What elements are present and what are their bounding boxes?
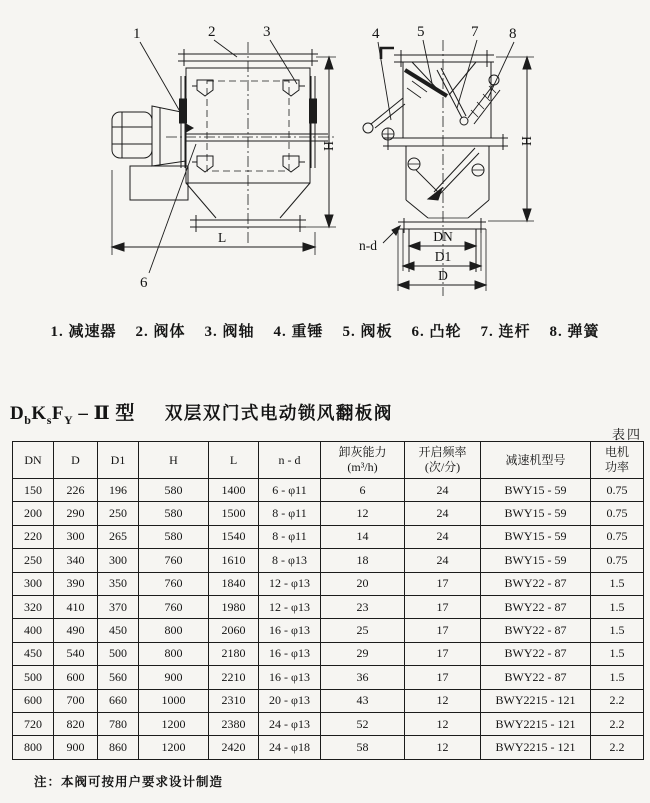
table-cell: 720 xyxy=(13,712,54,735)
table-cell: 660 xyxy=(98,689,139,712)
table-cell: 500 xyxy=(98,642,139,665)
table-row xyxy=(13,619,644,642)
callout-1: 1 xyxy=(133,26,141,42)
table-cell: 800 xyxy=(139,619,209,642)
table-cell: 220 xyxy=(13,525,54,548)
table-cell: 1.5 xyxy=(591,619,644,642)
table-header-row xyxy=(13,442,644,479)
table-cell: 800 xyxy=(139,642,209,665)
table-cell: 8 - φ11 xyxy=(259,502,321,525)
table-header-cell: 减速机型号 xyxy=(481,442,591,479)
table-cell: 24 - φ13 xyxy=(259,712,321,735)
table-cell: 1500 xyxy=(209,502,259,525)
table-cell: 20 xyxy=(321,572,405,595)
table-cell: 200 xyxy=(13,502,54,525)
table-cell: 760 xyxy=(139,595,209,618)
part-item: 6. 凸轮 xyxy=(411,324,462,340)
table-cell: 1400 xyxy=(209,479,259,502)
table-cell: 12 xyxy=(405,689,481,712)
table-cell: 600 xyxy=(13,689,54,712)
table-cell: 36 xyxy=(321,666,405,689)
table-cell: 560 xyxy=(98,666,139,689)
table-cell: 16 - φ13 xyxy=(259,642,321,665)
dim-label-L: L xyxy=(218,230,227,245)
table-cell: 2.2 xyxy=(591,712,644,735)
table-cell: 1.5 xyxy=(591,666,644,689)
dim-label-n-d: n-d xyxy=(359,238,377,253)
table-cell: 12 xyxy=(321,502,405,525)
table-row xyxy=(13,549,644,572)
table-header-cell: 卸灰能力 (m³/h) xyxy=(321,442,405,479)
table-cell: 2420 xyxy=(209,736,259,759)
table-cell: 24 xyxy=(405,525,481,548)
dim-label-DN: DN xyxy=(433,229,453,244)
table-cell: BWY2215 - 121 xyxy=(481,689,591,712)
parts-legend xyxy=(0,320,650,341)
table-header-cell: DN xyxy=(13,442,54,479)
table-cell: 490 xyxy=(54,619,98,642)
table-cell: 320 xyxy=(13,595,54,618)
table-cell: 900 xyxy=(139,666,209,689)
table-number: 表四 xyxy=(611,427,642,442)
table-cell: BWY15 - 59 xyxy=(481,479,591,502)
table-cell: 1840 xyxy=(209,572,259,595)
table-cell: 16 - φ13 xyxy=(259,619,321,642)
table-cell: 2.2 xyxy=(591,736,644,759)
table-row xyxy=(13,502,644,525)
table-cell: 800 xyxy=(13,736,54,759)
table-cell: 226 xyxy=(54,479,98,502)
table-cell: 52 xyxy=(321,712,405,735)
table-cell: 8 - φ13 xyxy=(259,549,321,572)
table-cell: 1540 xyxy=(209,525,259,548)
table-cell: BWY2215 - 121 xyxy=(481,736,591,759)
table-cell: 300 xyxy=(13,572,54,595)
table-cell: 450 xyxy=(13,642,54,665)
table-cell: 150 xyxy=(13,479,54,502)
table-cell: 0.75 xyxy=(591,525,644,548)
table-cell: 700 xyxy=(54,689,98,712)
table-cell: 1.5 xyxy=(591,642,644,665)
table-cell: BWY22 - 87 xyxy=(481,572,591,595)
table-header-cell: H xyxy=(139,442,209,479)
table-cell: 290 xyxy=(54,502,98,525)
spec-table xyxy=(12,441,644,760)
model-char: F xyxy=(51,403,64,424)
table-cell: 1.5 xyxy=(591,595,644,618)
table-cell: 17 xyxy=(405,666,481,689)
table-cell: 450 xyxy=(98,619,139,642)
table-cell: 340 xyxy=(54,549,98,572)
table-cell: 580 xyxy=(139,479,209,502)
table-cell: BWY15 - 59 xyxy=(481,502,591,525)
table-cell: 0.75 xyxy=(591,549,644,572)
table-cell: 370 xyxy=(98,595,139,618)
table-cell: 18 xyxy=(321,549,405,572)
table-cell: 2180 xyxy=(209,642,259,665)
callout-6: 6 xyxy=(140,275,148,291)
table-row xyxy=(13,572,644,595)
table-cell: 1000 xyxy=(139,689,209,712)
model-subscript: Y xyxy=(63,412,74,427)
table-cell: 25 xyxy=(321,619,405,642)
table-cell: 760 xyxy=(139,572,209,595)
table-cell: 300 xyxy=(98,549,139,572)
table-cell: 2060 xyxy=(209,619,259,642)
table-row xyxy=(13,689,644,712)
table-cell: 12 xyxy=(405,736,481,759)
table-cell: 17 xyxy=(405,642,481,665)
part-item: 5. 阀板 xyxy=(342,324,393,340)
table-cell: 350 xyxy=(98,572,139,595)
table-cell: 1200 xyxy=(139,736,209,759)
table-header-cell: L xyxy=(209,442,259,479)
table-cell: 265 xyxy=(98,525,139,548)
table-cell: 250 xyxy=(98,502,139,525)
table-cell: 6 - φ11 xyxy=(259,479,321,502)
table-cell: BWY2215 - 121 xyxy=(481,712,591,735)
table-cell: 300 xyxy=(54,525,98,548)
table-cell: 900 xyxy=(54,736,98,759)
table-cell: 0.75 xyxy=(591,479,644,502)
table-cell: 2.2 xyxy=(591,689,644,712)
model-subscript: s xyxy=(46,412,52,427)
part-item: 4. 重锤 xyxy=(273,324,324,340)
table-cell: 1200 xyxy=(139,712,209,735)
product-name: 双层双门式电动锁风翻板阀 xyxy=(164,403,393,423)
table-cell: BWY15 - 59 xyxy=(481,549,591,572)
table-row xyxy=(13,525,644,548)
callout-2: 2 xyxy=(208,24,216,40)
table-cell: 0.75 xyxy=(591,502,644,525)
table-header-cell: n - d xyxy=(259,442,321,479)
table-cell: 860 xyxy=(98,736,139,759)
table-header-cell: D1 xyxy=(98,442,139,479)
table-cell: BWY22 - 87 xyxy=(481,642,591,665)
part-item: 7. 连杆 xyxy=(480,324,531,340)
dim-label-H-right: H xyxy=(519,136,534,146)
dim-label-D1: D1 xyxy=(434,249,452,264)
table-cell: 1980 xyxy=(209,595,259,618)
table-cell: BWY22 - 87 xyxy=(481,619,591,642)
technical-drawing xyxy=(0,0,650,312)
table-cell: BWY22 - 87 xyxy=(481,666,591,689)
table-cell: 500 xyxy=(13,666,54,689)
callout-3: 3 xyxy=(263,24,271,40)
table-row xyxy=(13,642,644,665)
note: 注：本阀可按用户要求设计制造 xyxy=(34,775,224,789)
table-cell: 14 xyxy=(321,525,405,548)
table-cell: 2310 xyxy=(209,689,259,712)
part-item: 8. 弹簧 xyxy=(549,324,600,340)
table-cell: 390 xyxy=(54,572,98,595)
model-type-suffix: – Ⅱ 型 xyxy=(73,403,135,424)
table-header-cell: 开启频率 (次/分) xyxy=(405,442,481,479)
table-cell: 16 - φ13 xyxy=(259,666,321,689)
callout-7: 7 xyxy=(471,24,479,40)
table-cell: 43 xyxy=(321,689,405,712)
table-cell: 2210 xyxy=(209,666,259,689)
table-cell: 580 xyxy=(139,525,209,548)
model-code xyxy=(10,403,135,427)
table-cell: 29 xyxy=(321,642,405,665)
table-row xyxy=(13,736,644,759)
table-cell: 820 xyxy=(54,712,98,735)
part-item: 1. 减速器 xyxy=(50,324,117,340)
table-cell: 58 xyxy=(321,736,405,759)
table-cell: 196 xyxy=(98,479,139,502)
table-cell: 400 xyxy=(13,619,54,642)
table-cell: 12 xyxy=(405,712,481,735)
table-cell: 600 xyxy=(54,666,98,689)
table-row xyxy=(13,666,644,689)
dim-label-D: D xyxy=(438,268,448,283)
table-row xyxy=(13,479,644,502)
table-cell: 24 xyxy=(405,502,481,525)
table-header-cell: 电机 功率 xyxy=(591,442,644,479)
table-row xyxy=(13,712,644,735)
table-cell: 1610 xyxy=(209,549,259,572)
dim-label-H-left: H xyxy=(321,141,336,151)
table-row xyxy=(13,595,644,618)
table-cell: 24 - φ18 xyxy=(259,736,321,759)
table-cell: 8 - φ11 xyxy=(259,525,321,548)
table-cell: BWY22 - 87 xyxy=(481,595,591,618)
callout-5: 5 xyxy=(417,24,425,40)
part-item: 2. 阀体 xyxy=(135,324,186,340)
callout-8: 8 xyxy=(509,26,517,42)
table-cell: 17 xyxy=(405,595,481,618)
table-cell: 580 xyxy=(139,502,209,525)
model-subscript: b xyxy=(24,412,32,427)
table-cell: 6 xyxy=(321,479,405,502)
table-cell: 410 xyxy=(54,595,98,618)
table-cell: 2380 xyxy=(209,712,259,735)
callout-4: 4 xyxy=(372,26,380,42)
table-cell: 250 xyxy=(13,549,54,572)
table-cell: BWY15 - 59 xyxy=(481,525,591,548)
part-item: 3. 阀轴 xyxy=(204,324,255,340)
table-cell: 780 xyxy=(98,712,139,735)
table-header-cell: D xyxy=(54,442,98,479)
table-cell: 12 - φ13 xyxy=(259,595,321,618)
table-cell: 17 xyxy=(405,572,481,595)
table-cell: 24 xyxy=(405,479,481,502)
model-char: K xyxy=(31,403,47,424)
section-title xyxy=(10,398,640,428)
model-char: D xyxy=(10,403,25,424)
table-cell: 1.5 xyxy=(591,572,644,595)
table-cell: 540 xyxy=(54,642,98,665)
table-cell: 23 xyxy=(321,595,405,618)
table-cell: 17 xyxy=(405,619,481,642)
table-cell: 20 - φ13 xyxy=(259,689,321,712)
table-cell: 760 xyxy=(139,549,209,572)
table-cell: 24 xyxy=(405,549,481,572)
table-cell: 12 - φ13 xyxy=(259,572,321,595)
